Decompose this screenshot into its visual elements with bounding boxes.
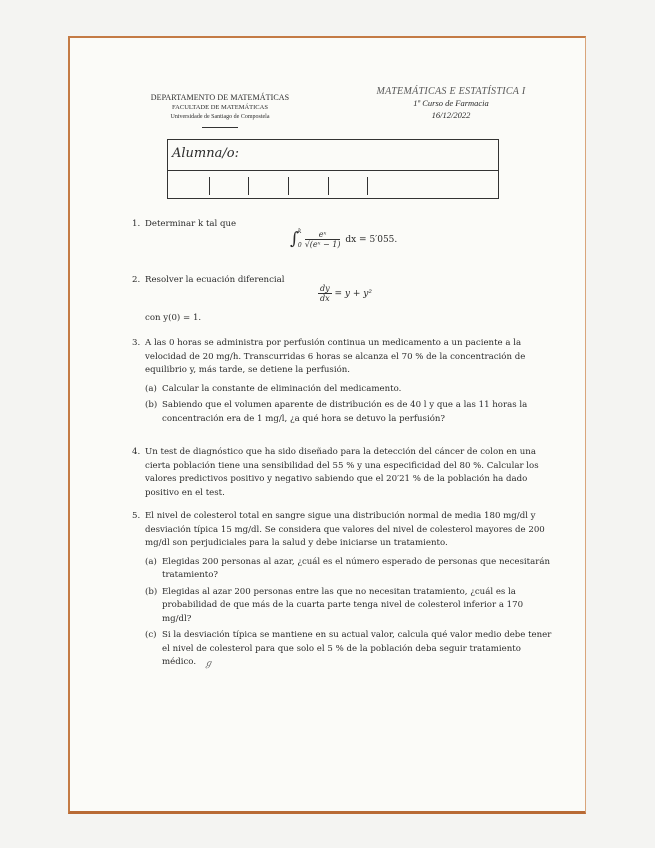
cell-divider [328, 177, 329, 195]
subquestion-label: (a) [145, 383, 157, 394]
institution-header [144, 93, 296, 128]
subquestion-text: Elegidas al azar 200 personas entre las que no necesitan tratamiento, ¿cuál es la probabilidad de que más de la cuarta parte tenga nivel de colesterol inferior a 170 mg/dl? [162, 586, 524, 624]
question-text: Determinar k tal que [145, 219, 237, 229]
question-number: 4. [132, 447, 141, 457]
id-cells[interactable] [168, 171, 498, 199]
student-name-box[interactable] [167, 139, 499, 199]
student-name-label: Alumna/o: [168, 140, 498, 171]
subquestion-label: (a) [145, 556, 157, 567]
cell-divider [367, 177, 368, 195]
course-title: MATEMÁTICAS E ESTATÍSTICA I [376, 86, 526, 97]
subquestion-label: (b) [145, 586, 158, 597]
question-text: Un test de diagnóstico que ha sido diseñado para la detección del cáncer de colon en una cierta población tiene una sensibilidad del 55 % y una especificidad del 80 %. Calcular los valores predictivos positivo y negativo sabiendo que el 20′21 % de la población ha dado positivo en el test. [145, 447, 539, 498]
cell-divider [209, 177, 210, 195]
subquestion-a [145, 556, 552, 583]
handwritten-mark: ℊ [204, 659, 214, 669]
differential-equation [318, 284, 372, 303]
cell-divider [248, 177, 249, 195]
subquestion-text: Si la desviación típica se mantiene en su actual valor, calcula qué valor medio debe tener el nivel de colesterol para que solo el 5 % de la población deba seguir tratamiento médico. [162, 630, 552, 667]
subquestion-label: (c) [145, 630, 157, 640]
integrand-denominator: √(eˣ − 1) [304, 239, 341, 249]
subquestion-text: Sabiendo que el volumen aparente de distribución es de 40 l y que a las 11 horas la concentración era de 1 mg/l, ¿a qué hora se detuvo la perfusión? [162, 400, 528, 424]
subquestion-a [145, 383, 552, 397]
exam-date: 16/12/2022 [431, 110, 471, 120]
derivative-numerator: dy [320, 284, 330, 293]
integral-sign: ∫ [290, 229, 299, 249]
question-5 [132, 510, 552, 670]
course-header [362, 86, 540, 120]
subquestion-b [145, 399, 552, 426]
derivative [318, 284, 332, 303]
upper-limit: k [297, 228, 302, 235]
cell-divider [288, 177, 289, 195]
integrand-numerator: eˣ [305, 230, 341, 240]
question-text: A las 0 horas se administra por perfusión continua un medicamento a un paciente a la velocidad de 20 mg/h. Transcurridas 6 horas se alcanza el 70 % de la concentración de equilibrio y, más tarde, se detiene la perfusión. [145, 338, 526, 375]
question-number: 5. [132, 511, 141, 521]
subquestion-label: (b) [145, 400, 158, 410]
subquestion-text: Elegidas 200 personas al azar, ¿cuál es el número esperado de personas que necesitarán tratamiento? [162, 556, 551, 580]
header-rule [202, 127, 238, 128]
equation-rhs: = y + y² [334, 289, 372, 299]
question-number: 1. [132, 219, 141, 229]
question-4 [132, 446, 552, 500]
derivative-denominator: dx [320, 294, 330, 303]
initial-condition: con y(0) = 1. [145, 313, 202, 323]
question-text: Resolver la ecuación diferencial [145, 275, 285, 285]
question-number: 2. [132, 275, 141, 285]
question-number: 3. [132, 338, 141, 348]
university-name: Universidade de Santiago de Compostela [170, 114, 270, 120]
integral-result: dx = 5′055. [345, 234, 398, 245]
question-3 [132, 337, 552, 426]
lower-limit: 0 [297, 242, 302, 249]
question-text: El nivel de colesterol total en sangre sigue una distribución normal de media 180 mg/dl y desviación típica 15 mg/dl. Se considera que valores del nivel de colesterol mayores de 200 mg/dl son perjudiciales para la salud y debe iniciarse un tratamiento. [145, 511, 545, 548]
integral-equation [290, 225, 397, 253]
subquestion-b [145, 586, 552, 627]
integrand [305, 230, 341, 249]
subquestion-text: Calcular la constante de eliminación del medicamento. [162, 383, 402, 394]
course-year: 1º Curso de Farmacia [413, 98, 489, 108]
faculty-name: FACULTADE DE MATEMÁTICAS [172, 104, 268, 111]
department-name: DEPARTAMENTO DE MATEMÁTICAS [150, 93, 290, 102]
